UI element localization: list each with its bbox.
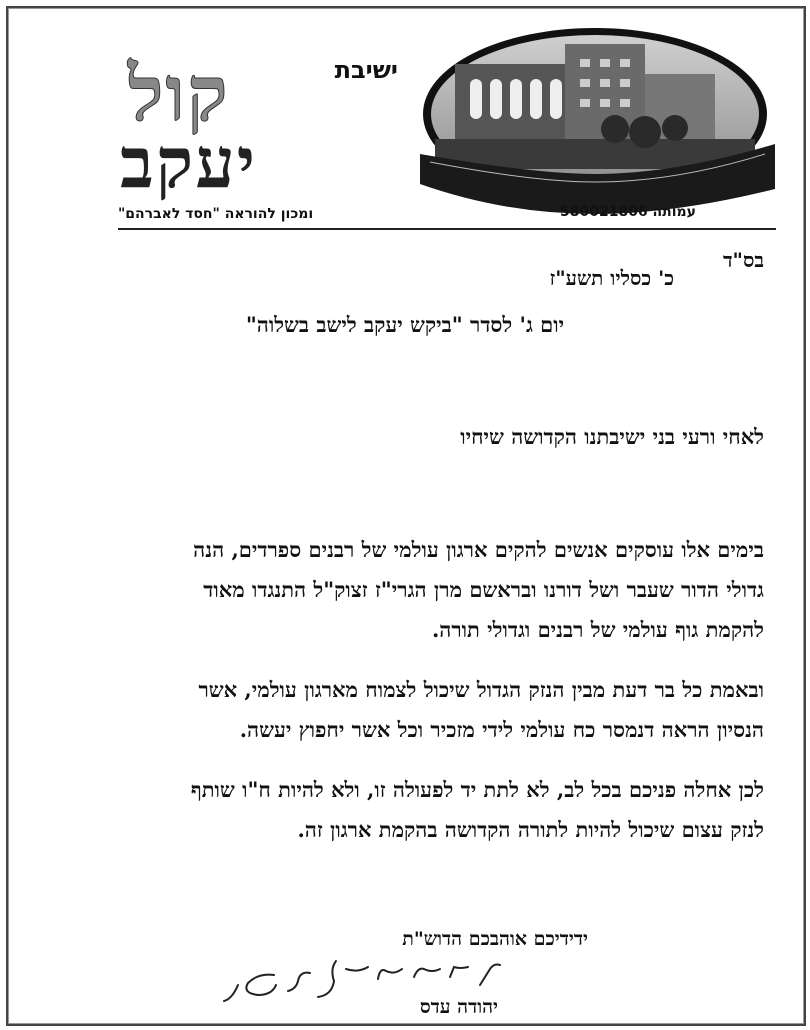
letter-greeting: לאחי ורעי בני ישיבתנו הקדושה שיחיו (460, 424, 764, 449)
body-paragraph-3 (64, 770, 764, 850)
letterhead-registration: עמותה 580021806 (560, 204, 696, 220)
building-photo-emblem (415, 24, 780, 219)
paragraph-line: להקמת גוף עולמי של רבנים וגדולי תורה. (431, 617, 764, 642)
closing-line: ידידיכם אוהבכם הדוש"ת (402, 928, 588, 950)
bsd-mark: בס"ד (722, 248, 764, 272)
paragraph-line: הנסיון הראה דנמסר כח עולמי לידי מזכיר וכל אשר יחפוץ יעשה. (239, 717, 764, 742)
paragraph-line: גדולי הדור שעבר ושל דורנו ובראשם מרן הגרי"ז זצוק"ל התנגדו מאוד (203, 577, 764, 602)
paragraph-line: בימים אלו עוסקים אנשים להקים ארגון עולמי של רבנים ספרדים, הנה (193, 537, 764, 562)
letterhead-name-line1: קול (128, 49, 230, 138)
letterhead-tagline: ומכון להוראה "חסד לאברהם" (118, 206, 314, 222)
paragraph-line: ובאמת כל בר דעת מבין הנזק הגדול שיכול לצמוח מארגון עולמי, אשר (198, 677, 764, 702)
letterhead-name-line2: יעקב (120, 121, 258, 204)
paragraph-line: לנזק עצום שיכול להיות לתורה הקדושה בהקמת ארגון זה. (297, 817, 764, 842)
signer-name: יהודה עדס (419, 996, 498, 1018)
paragraph-line: לכן אחלה פניכם בכל לב, לא לתת יד לפעולה זו, ולא להיות ח"ו שותף (190, 777, 764, 802)
letter-date: כ' כסליו תשע"ז (549, 266, 674, 290)
body-paragraph-1 (64, 530, 764, 650)
letter-subject: יום ג' לסדר "ביקש יעקב לישב בשלוה" (245, 312, 565, 337)
letterhead-divider (118, 228, 776, 230)
body-paragraph-2 (64, 670, 764, 750)
letterhead-yeshiva-word: ישיבת (334, 56, 398, 84)
